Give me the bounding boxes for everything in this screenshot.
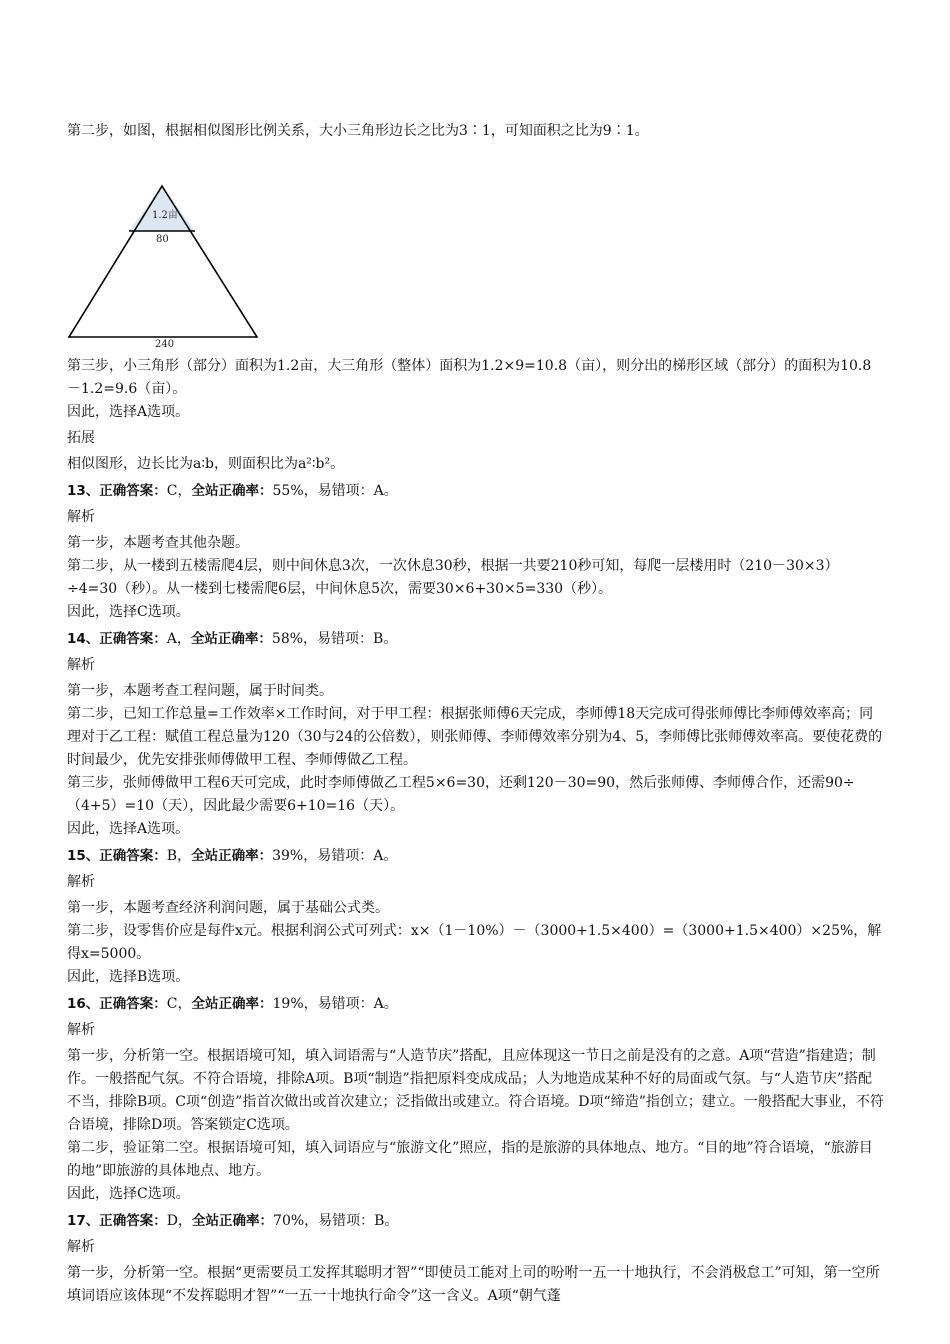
q14-line: 第二步，已知工作总量=工作效率×工作时间，对于甲工程：根据张师傅6天完成，李师傅18天完成可得张师傅比李师傅效率高；同理对于乙工程：赋值工程总量为120（30与24的公倍数），则张师傅、李师傅效率分别为4、5，李师傅比张师傅效率高。要使花费的时间最少，优先安排张师傅做甲工程、李师傅做乙工程。: [67, 706, 883, 768]
q16-line: 因此，选择C选项。: [67, 1186, 190, 1202]
q17-analysis-label: 解析: [67, 1239, 95, 1255]
q13-line: 第一步，本题考查其他杂题。: [67, 535, 249, 551]
q15-line: 第二步，设零售价应是每件x元。根据利润公式可列式：x×（1－10%）－（3000+1.5×400）=（3000+1.5×400）×25%，解得x=5000。: [67, 923, 882, 962]
q13-analysis-label: 解析: [67, 509, 95, 525]
q14-analysis-label: 解析: [67, 657, 95, 673]
q13-line: 因此，选择C选项。: [67, 604, 190, 620]
q17-heading: 17、正确答案：D，全站正确率：70%，易错项：B。: [67, 1213, 399, 1229]
q13-line: 第二步，从一楼到五楼需爬4层，则中间休息3次，一次休息30秒，根据一共要210秒可知，每爬一层楼用时（210－30×3）÷4=30（秒）。从一楼到七楼需爬6层，中间休息5次，需要30×6+30×5=330（秒）。: [67, 558, 839, 597]
q15-heading: 15、正确答案：B，全站正确率：39%，易错项：A。: [67, 848, 398, 864]
small-base-label: 80: [156, 234, 169, 245]
q14-line: 第三步，张师傅做甲工程6天可完成，此时李师傅做乙工程5×6=30，还剩120－30=90，然后张师傅、李师傅合作，还需90÷（4+5）=10（天），因此最少需要6+10=16（天）。: [67, 775, 855, 814]
document-page: [67, 120, 885, 1308]
extend-title: 拓展: [67, 430, 95, 446]
q14-line: 第一步，本题考查工程问题，属于时间类。: [67, 683, 333, 699]
q12-conclusion: 因此，选择A选项。: [67, 404, 190, 420]
q16-heading: 16、正确答案：C，全站正确率：19%，易错项：A。: [67, 996, 398, 1012]
q14-line: 因此，选择A选项。: [67, 821, 190, 837]
small-area-label: 1.2亩: [152, 210, 178, 221]
q17-line: 第一步，分析第一空。根据“更需要员工发挥其聪明才智”“即使员工能对上司的吩咐一五一十地执行，不会消极怠工”可知，第一空所填词语应该体现“不发挥聪明才智”“一五一十地执行命令”这一含义。A项“朝气蓬: [67, 1265, 880, 1304]
q16-line: 第二步，验证第二空。根据语境可知，填入词语应与“旅游文化”照应，指的是旅游的具体地点、地方。“目的地”符合语境，“旅游目的地”即旅游的具体地点、地方。: [67, 1140, 873, 1179]
similar-triangle-figure: [67, 145, 267, 355]
large-base-label: 240: [155, 339, 175, 350]
q15-analysis-label: 解析: [67, 874, 95, 890]
q16-line: 第一步，分析第一空。根据语境可知，填入词语需与“人造节庆”搭配，且应体现这一节日之前是没有的之意。A项“营造”指建造；制作。一般搭配气氛。不符合语境，排除A项。B项“制造”指把原料变成成品；人为地造成某种不好的局面或气氛。与“人造节庆”搭配不当，排除B项。C项“创造”指首次做出或首次建立；泛指做出或建立。符合语境。D项“缔造”指创立；建立。一般搭配大事业，不符合语境，排除D项。答案锁定C选项。: [67, 1048, 884, 1133]
q14-heading: 14、正确答案：A，全站正确率：58%，易错项：B。: [67, 631, 398, 647]
intro-paragraph: 第二步，如图，根据相似图形比例关系，大小三角形边长之比为3∶1，可知面积之比为9∶1。: [67, 123, 649, 139]
q13-heading: 13、正确答案：C，全站正确率：55%，易错项：A。: [67, 483, 398, 499]
extend-text: 相似图形，边长比为a∶b，则面积比为a²∶b²。: [67, 456, 345, 472]
q15-line: 因此，选择B选项。: [67, 969, 190, 985]
q15-line: 第一步，本题考查经济利润问题，属于基础公式类。: [67, 900, 389, 916]
q12-step3: 第三步，小三角形（部分）面积为1.2亩，大三角形（整体）面积为1.2×9=10.8（亩），则分出的梯形区域（部分）的面积为10.8－1.2=9.6（亩）。: [67, 358, 872, 397]
triangle-diagram: [67, 145, 267, 355]
q16-analysis-label: 解析: [67, 1022, 95, 1038]
